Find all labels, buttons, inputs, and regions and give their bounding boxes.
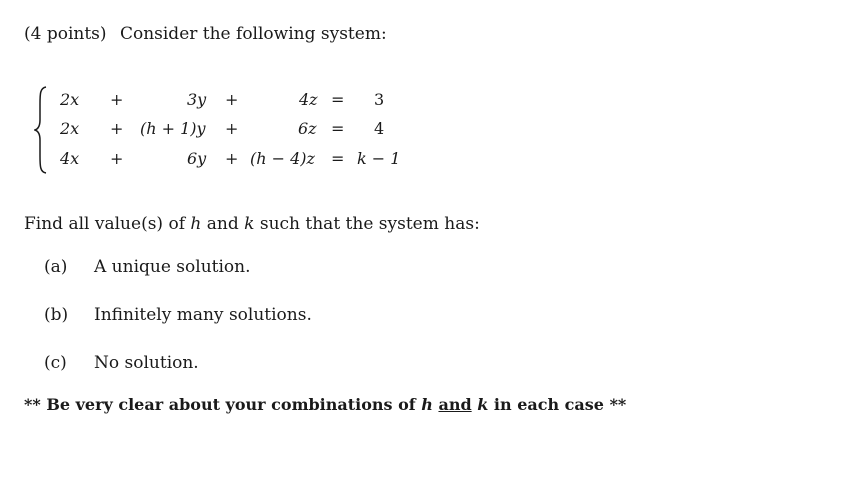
- points-label: (4 points): [24, 24, 107, 44]
- problem-header: [24, 24, 387, 44]
- row3-term-x: 4x: [60, 149, 80, 168]
- part-c-letter: (c): [44, 353, 67, 373]
- part-a-text: A unique solution.: [94, 257, 251, 277]
- emphasis-note: [24, 395, 626, 414]
- row3-term-y: 6y: [187, 149, 207, 168]
- question-var-k: k: [244, 214, 255, 234]
- row2-rhs: 4: [374, 119, 385, 138]
- row2-term-x: 2x: [60, 119, 80, 138]
- row1-rhs: 3: [374, 90, 385, 109]
- row3-op1: +: [110, 149, 124, 168]
- part-b-text: Infinitely many solutions.: [94, 305, 312, 325]
- row3-rhs: k − 1: [357, 149, 401, 168]
- part-a-letter: (a): [44, 257, 68, 277]
- note-var-h: h: [421, 395, 433, 414]
- row1-term-z: 4z: [299, 90, 318, 109]
- row2-op2: +: [225, 119, 239, 138]
- question-prefix: Find all value(s) of: [24, 214, 185, 234]
- row2-op1: +: [110, 119, 124, 138]
- row1-op2: +: [225, 90, 239, 109]
- question-and: and: [206, 214, 239, 234]
- note-stars-open: **: [24, 395, 41, 414]
- question-line: [24, 214, 480, 234]
- question-suffix: such that the system has:: [259, 214, 480, 234]
- part-b-letter: (b): [44, 305, 69, 325]
- row1-term-x: 2x: [60, 90, 80, 109]
- note-and: and: [438, 395, 472, 414]
- part-c-text: No solution.: [94, 353, 199, 373]
- row2-term-y: (h + 1)y: [140, 119, 206, 138]
- intro-text: Consider the following system:: [119, 24, 387, 44]
- row3-equals: =: [331, 149, 345, 168]
- part-c: [0, 353, 600, 377]
- note-stars-close: **: [609, 395, 627, 414]
- left-brace-icon: [34, 86, 48, 174]
- note-after: in each case: [493, 395, 604, 414]
- equation-system: [34, 86, 434, 176]
- part-b: [0, 305, 600, 329]
- row1-equals: =: [331, 90, 345, 109]
- note-before: Be very clear about your combinations of: [46, 395, 416, 414]
- row3-op2: +: [225, 149, 239, 168]
- row2-equals: =: [331, 119, 345, 138]
- question-var-h: h: [190, 214, 202, 234]
- part-a: [0, 257, 600, 281]
- note-var-k: k: [477, 395, 489, 414]
- row1-term-y: 3y: [187, 90, 207, 109]
- row1-op1: +: [110, 90, 124, 109]
- row2-term-z: 6z: [298, 119, 317, 138]
- row3-term-z: (h − 4)z: [250, 149, 315, 168]
